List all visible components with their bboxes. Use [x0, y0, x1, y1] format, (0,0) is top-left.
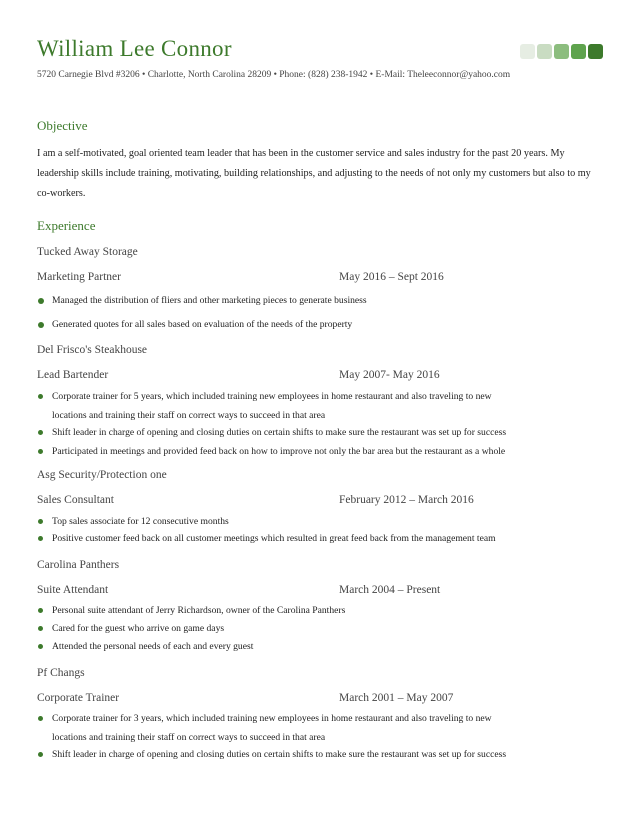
job-role: Lead Bartender — [37, 369, 109, 381]
square-4 — [571, 44, 586, 59]
bullet-text: Cared for the guest who arrive on game days — [52, 623, 225, 634]
job-dates: February 2012 – March 2016 — [339, 494, 474, 506]
list-item — [37, 318, 602, 342]
list-item — [37, 622, 602, 640]
list-item — [37, 712, 602, 731]
job-bullets — [37, 712, 602, 767]
bullet-icon — [38, 644, 43, 649]
company-name: Carolina Panthers — [37, 559, 120, 571]
decorative-squares — [520, 44, 602, 60]
list-item — [37, 445, 602, 464]
list-item — [37, 426, 602, 445]
list-item — [37, 640, 602, 658]
bullet-text: Shift leader in charge of opening and closing duties on certain shifts to make sure the restaurant was set up for success — [52, 749, 507, 760]
bullet-icon — [38, 536, 43, 541]
bullet-icon — [38, 608, 43, 613]
job-bullets — [37, 294, 602, 342]
bullet-icon — [38, 519, 43, 524]
company-name: Tucked Away Storage — [37, 246, 138, 258]
bullet-icon — [38, 322, 44, 328]
job-role: Sales Consultant — [37, 494, 114, 506]
list-item — [37, 532, 602, 549]
list-item — [37, 515, 602, 532]
square-3 — [554, 44, 569, 59]
job-dates: March 2004 – Present — [339, 584, 441, 596]
job-role: Marketing Partner — [37, 271, 121, 283]
job-dates: May 2007- May 2016 — [339, 369, 440, 381]
list-item — [37, 294, 602, 318]
experience-heading: Experience — [37, 218, 96, 233]
bullet-icon — [38, 298, 44, 304]
bullet-text: Shift leader in charge of opening and closing duties on certain shifts to make sure the restaurant was set up for success — [52, 427, 507, 438]
contact-line: 5720 Carnegie Blvd #3206 • Charlotte, North Carolina 28209 • Phone: (828) 238-1942 • E-Mail: Theleeconnor@yahoo.com — [37, 70, 511, 80]
bullet-icon — [38, 394, 43, 399]
bullet-icon — [38, 430, 43, 435]
square-1 — [520, 44, 535, 59]
job-role: Suite Attendant — [37, 584, 109, 596]
company-name: Asg Security/Protection one — [37, 469, 167, 481]
job-role: Corporate Trainer — [37, 692, 120, 704]
candidate-name: William Lee Connor — [37, 36, 232, 61]
company-name: Del Frisco's Steakhouse — [37, 344, 148, 356]
bullet-text: Attended the personal needs of each and every guest — [52, 641, 254, 652]
bullet-icon — [38, 716, 43, 721]
square-5 — [588, 44, 603, 59]
job-dates: March 2001 – May 2007 — [339, 692, 454, 704]
bullet-text: locations and training their staff on correct ways to succeed in that area — [52, 732, 326, 743]
square-2 — [537, 44, 552, 59]
bullet-text: Corporate trainer for 3 years, which included training new employees in home restaurant and also traveling to new — [52, 713, 492, 724]
list-item — [37, 409, 602, 426]
bullet-text: Positive customer feed back on all customer meetings which resulted in great feed back from the management team — [52, 533, 496, 544]
bullet-text: locations and training their staff on correct ways to succeed in that area — [52, 410, 326, 421]
objective-heading: Objective — [37, 118, 88, 133]
job-bullets — [37, 604, 602, 658]
job-dates: May 2016 – Sept 2016 — [339, 271, 444, 283]
bullet-text: Corporate trainer for 5 years, which included training new employees in home restaurant and also traveling to new — [52, 391, 492, 402]
bullet-text: Personal suite attendant of Jerry Richardson, owner of the Carolina Panthers — [52, 605, 346, 616]
job-bullets — [37, 515, 602, 549]
bullet-icon — [38, 449, 43, 454]
bullet-icon — [38, 626, 43, 631]
bullet-text: Managed the distribution of fliers and other marketing pieces to generate business — [52, 295, 367, 306]
list-item — [37, 748, 602, 767]
list-item — [37, 731, 602, 748]
bullet-text: Top sales associate for 12 consecutive months — [52, 516, 229, 527]
bullet-icon — [38, 752, 43, 757]
list-item — [37, 604, 602, 622]
list-item — [37, 390, 602, 409]
bullet-text: Generated quotes for all sales based on evaluation of the needs of the property — [52, 319, 353, 330]
job-bullets — [37, 390, 602, 464]
bullet-text: Participated in meetings and provided feed back on how to improve not only the bar area but the restaurant as a whole — [52, 446, 506, 457]
company-name: Pf Changs — [37, 667, 85, 679]
objective-text: I am a self-motivated, goal oriented team leader that has been in the customer service and sales industry for the past 20 years. My leadership skills include training, motivating, building relationships, and adjusting to the needs of not only my customers but also to my co-workers. — [37, 148, 591, 199]
